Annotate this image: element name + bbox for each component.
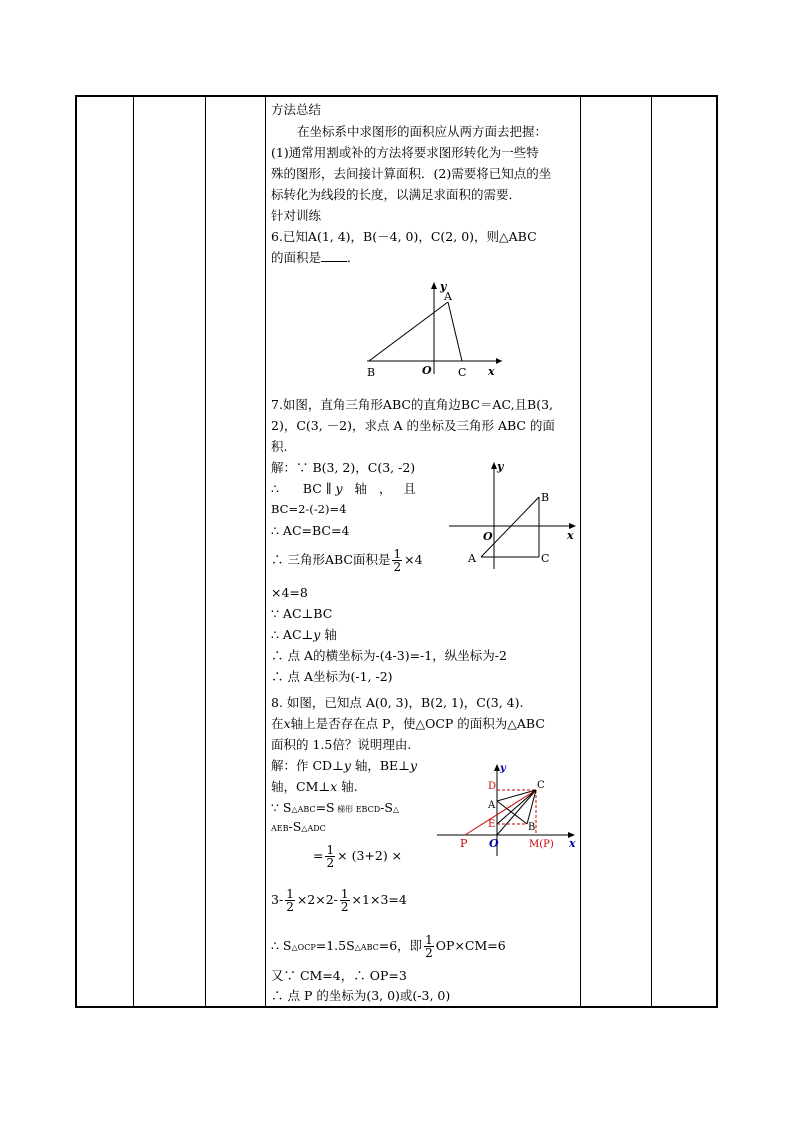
x-label: x xyxy=(569,837,576,850)
solution-text: 轴 xyxy=(320,627,337,642)
point-c-label: C xyxy=(537,780,545,791)
fraction: $\frac{1}{2}$ xyxy=(393,547,402,574)
solution-8: 又∵ CM=4，∴ OP=3 xyxy=(271,968,407,983)
question-text: x xyxy=(283,716,291,731)
column-divider-1 xyxy=(133,97,134,1006)
y-axis-arrow xyxy=(431,282,437,289)
subscript: △ xyxy=(392,805,400,814)
column-divider-2 xyxy=(205,97,206,1006)
origin-label: O xyxy=(489,837,499,850)
y-label: y xyxy=(497,460,504,473)
question-6-line2 xyxy=(271,247,360,269)
solution-text: 轴，CM⊥ xyxy=(271,779,331,794)
question-6: 6.已知A(1, 4)，B(－4, 0)，C(2, 0)，则△ABC xyxy=(271,229,537,244)
x-axis-arrow xyxy=(496,358,502,364)
solution-7: ∵ AC⊥BC xyxy=(271,606,333,621)
figure-q7 xyxy=(439,457,581,572)
solution-7: ×4=8 xyxy=(271,585,308,600)
solution-7 xyxy=(271,545,423,575)
point-a-label: A xyxy=(488,800,496,811)
solution-text: =S xyxy=(315,800,335,815)
solution-text: 轴，BE⊥ xyxy=(350,758,410,773)
point-c-label: C xyxy=(541,552,550,565)
solution-7 xyxy=(271,478,416,500)
point-b-label: B xyxy=(367,366,376,379)
solution-text: y xyxy=(335,481,343,496)
segment-ac xyxy=(448,302,462,361)
summary-text: 在坐标系中求图形的面积应从两方面去把握： xyxy=(297,124,548,139)
solution-8 xyxy=(271,931,506,963)
solution-text: ×1×3=4 xyxy=(351,892,407,907)
question-text: 在 xyxy=(271,716,284,731)
solution-text: ∵ S xyxy=(271,800,292,815)
solution-8 xyxy=(271,885,407,915)
solution-text: 且 xyxy=(403,481,416,496)
solution-text: y xyxy=(313,627,321,642)
solution-text: ×4 xyxy=(404,552,423,567)
question-text: 轴上是否存在点 P，使△OCP 的面积为△ABC xyxy=(290,716,545,731)
point-a-label: A xyxy=(444,290,452,303)
question-8: 8. 如图，已知点 A(0, 3)，B(2, 1)，C(3, 4). xyxy=(271,695,524,710)
lesson-table xyxy=(75,95,718,1008)
solution-text: 解：作 CD⊥ xyxy=(271,758,344,773)
solution-text: ×2×2- xyxy=(296,892,338,907)
segment-ab xyxy=(481,497,539,557)
content-cell xyxy=(267,99,581,1004)
solution-text: x xyxy=(330,779,338,794)
subscript: △ADC xyxy=(301,824,326,833)
solution-text: ∴ AC⊥ xyxy=(271,627,314,642)
solution-text: OP×CM=6 xyxy=(435,938,506,953)
fraction: $\frac{1}{2}$ xyxy=(340,887,349,914)
point-b-label: B xyxy=(541,491,550,504)
question-7: 积. xyxy=(271,439,288,454)
solution-text: -S xyxy=(380,800,393,815)
x-label: x xyxy=(488,365,495,378)
origin-label: O xyxy=(422,364,432,377)
solution-8 xyxy=(271,755,417,777)
solution-7: ∴ AC=BC=4 xyxy=(271,523,350,538)
solution-text: 轴. xyxy=(337,779,358,794)
solution-7: ∴ 点 A的横坐标为-(4-3)=-1，纵坐标为-2 xyxy=(271,648,507,663)
solution-text: -S xyxy=(288,819,302,834)
point-d-label: D xyxy=(488,781,497,792)
question-7: 7.如图，直角三角形ABC的直角边BC＝AC,且B(3, xyxy=(271,397,554,412)
column-divider-3 xyxy=(265,97,266,1006)
segment-ab xyxy=(369,302,448,361)
solution-text: = xyxy=(313,848,324,863)
solution-8: ∴ 点 P 的坐标为(3, 0)或(-3, 0) xyxy=(271,988,451,1003)
column-divider-5 xyxy=(651,97,652,1006)
answer-blank xyxy=(321,249,347,262)
y-label: y xyxy=(440,280,447,293)
solution-8 xyxy=(271,776,358,798)
practice-title: 针对训练 xyxy=(271,208,322,223)
origin-label: O xyxy=(483,530,493,543)
fraction: $\frac{1}{2}$ xyxy=(326,843,335,870)
subscript: AEB xyxy=(271,824,289,833)
solution-text: 3- xyxy=(271,892,284,907)
solution-text: ∴ 三角形ABC面积是 xyxy=(271,552,391,567)
point-e-label: E xyxy=(488,819,496,830)
point-b-label: B xyxy=(528,822,536,833)
summary-text: 殊的图形，去间接计算面积．(2)需要将已知点的坐 xyxy=(271,166,552,181)
solution-8 xyxy=(313,841,402,871)
point-a-label: A xyxy=(468,552,476,565)
question-text: 的面积是 xyxy=(271,250,322,265)
x-label: x xyxy=(567,529,574,542)
solution-text: =6，即 xyxy=(378,938,423,953)
point-c-label: C xyxy=(458,366,467,379)
solution-text: × (3+2) × xyxy=(337,848,403,863)
fraction: $\frac{1}{2}$ xyxy=(425,933,433,960)
question-text: ． xyxy=(347,250,360,265)
subscript: △ABC xyxy=(354,943,379,952)
question-8: 面积的 1.5倍？说明理由. xyxy=(271,737,412,752)
section-title: 方法总结 xyxy=(271,102,322,117)
solution-7: ∴ 点 A坐标为(-1, -2) xyxy=(271,669,393,684)
solution-7: BC=2-(-2)=4 xyxy=(271,502,347,516)
point-m-label: M(P) xyxy=(529,839,554,850)
solution-7 xyxy=(271,624,337,646)
subscript: △ABC xyxy=(291,805,316,814)
subscript: 梯形 EBCD xyxy=(334,805,381,814)
solution-text: y xyxy=(409,758,417,773)
solution-text: ， xyxy=(378,481,392,496)
question-7: 2)，C(3, －2)，求点 A 的坐标及三角形 ABC 的面 xyxy=(271,418,555,433)
solution-8 xyxy=(271,816,326,840)
y-label: y xyxy=(500,763,506,774)
subscript: △OCP xyxy=(291,943,316,952)
solution-7: 解：∵ B(3, 2)，C(3, -2) xyxy=(271,460,416,475)
figure-q8 xyxy=(435,762,579,857)
summary-text: 标转化为线段的长度，以满足求面积的需要． xyxy=(271,187,522,202)
figure-q6 xyxy=(362,279,507,379)
segment-pc xyxy=(465,790,536,835)
summary-text: (1)通常用割或补的方法将要求图形转化为一些特 xyxy=(271,145,539,160)
solution-text: ∴ S xyxy=(271,938,292,953)
solution-text: y xyxy=(343,758,351,773)
fraction: $\frac{1}{2}$ xyxy=(286,887,294,914)
point-p-label: P xyxy=(460,837,468,850)
question-8 xyxy=(271,713,545,735)
solution-text: BC ∥ xyxy=(302,481,332,496)
solution-text: 轴 xyxy=(354,481,368,496)
solution-text: =1.5S xyxy=(315,938,355,953)
solution-text: ∴ xyxy=(271,481,279,496)
